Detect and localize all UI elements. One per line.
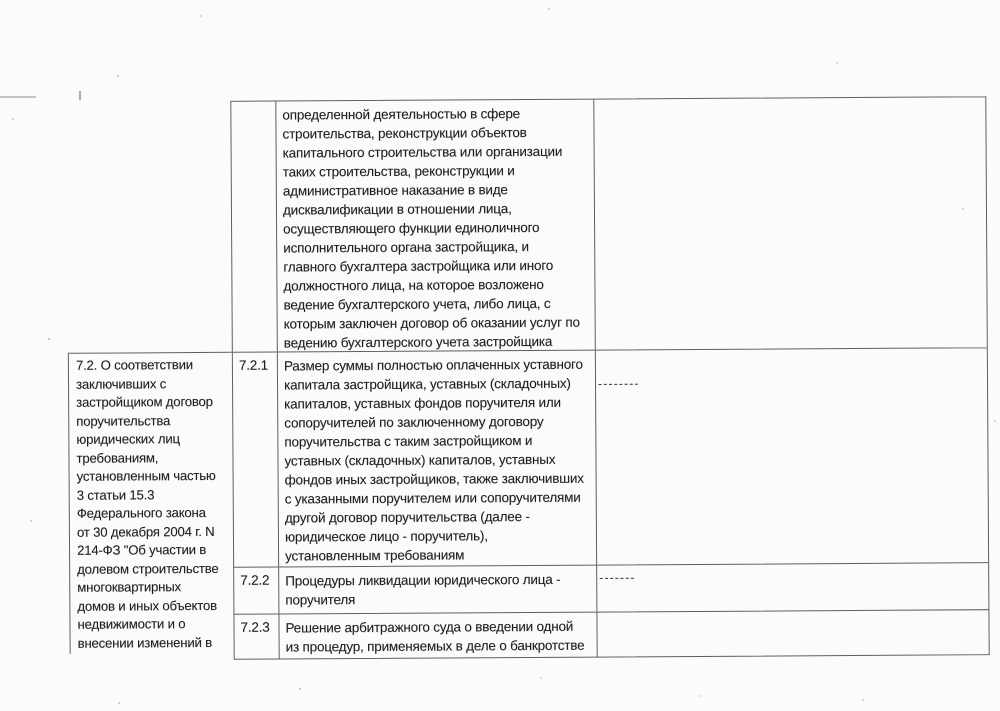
table-row-continuation: [66, 96, 988, 353]
table-row-7-2-1: [232, 347, 989, 567]
section-column-gap: [66, 101, 232, 353]
description-text: Процедуры ликвидации юридического лица - поручителя: [285, 571, 561, 608]
item-number-cell: [232, 352, 278, 567]
scan-noise-speckles: [0, 0, 2, 2]
value-placeholder-dashes: -------: [599, 570, 636, 585]
item-number-cell-empty: [230, 101, 277, 352]
item-number-cell: [233, 614, 278, 660]
value-text: [594, 97, 985, 99]
description-text: Решение арбитражного суда о введении одной из процедур, применяемых в деле о банкротстве: [285, 618, 585, 655]
item-number: 7.2.2: [240, 572, 270, 588]
scan-edge-artifact: [0, 96, 36, 98]
table-row-7-2-2: [233, 562, 989, 614]
section-7-2-block: [68, 347, 990, 661]
description-cell: [278, 612, 596, 660]
description-text: Размер суммы полностью оплаченных уставного капитала застройщика, уставных (складочных) капиталов, уставных фондов поручителя или сопоручителей по заключенному договору поручительства с таким застройщиком и уставных (складочных) капиталов, уставных фондов иных застройщиков, также заключивших с указанными поручителем или сопоручителями другой договор поручительства (далее - юридическое лицо - поручитель), установленным требованиям: [283, 356, 584, 564]
section-title-cell: [68, 352, 234, 654]
description-text: определенной деятельностью в сфере строительства, реконструкции объектов капитального строительства или организации таких строительства, реконструкции и административное наказание в виде дисквалификации в отношении лица, осуществляющего функции единоличного исполнительного органа застройщика, и главного бухгалтера застройщика или иного должностного лица, на которое возложено ведение бухгалтерского учета, либо лица, с которым заключен договор об оказании услуг по ведению бухгалтерского учета застройщика: [282, 106, 580, 351]
description-cell: [275, 99, 595, 352]
disclosure-table: [66, 96, 989, 661]
item-number: 7.2.3: [240, 619, 270, 635]
table-row-7-2-3: [233, 609, 989, 660]
description-cell: [277, 350, 596, 567]
value-placeholder-dashes: --------: [597, 376, 640, 391]
section-subrows: [232, 347, 990, 660]
value-cell: [596, 562, 989, 611]
value-cell-empty: [593, 96, 988, 349]
value-cell: [595, 347, 989, 564]
item-number-cell: [233, 567, 278, 614]
description-cell: [278, 565, 596, 614]
value-text: [597, 610, 988, 612]
scan-edge-tick: [79, 91, 81, 100]
section-title-text: 7.2. О соответствии заключивших с застройщиком договор поручительства юридических лиц требованиям, установленным частью 3 статьи 15.3 Федерального закона от 30 декабря 2004 г. N 214-ФЗ "Об участии в долевом строительстве многоквартирных домов и иных объектов недвижимости и о внесении изменений в: [75, 357, 219, 651]
value-cell-empty: [596, 609, 989, 657]
item-number: 7.2.1: [238, 357, 268, 373]
